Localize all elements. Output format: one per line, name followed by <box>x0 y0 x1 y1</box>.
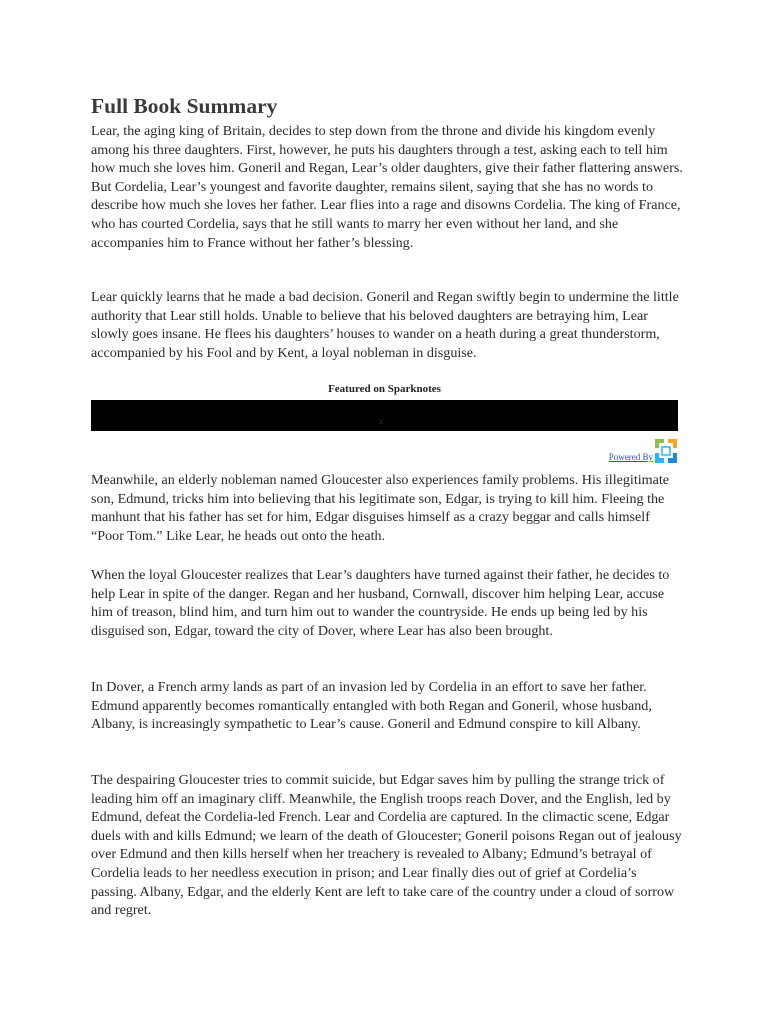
powered-by <box>609 434 678 464</box>
featured-label: Featured on Sparknotes <box>328 383 441 395</box>
summary-paragraph-3: Meanwhile, an elderly nobleman named Gloucester also experiences family problems. His illegitimate son, Edmund, tricks him into believing that his legitimate son, Edgar, is trying to kill him. Fleeing the manhunt that his father has set for him, Edgar disguises himself as a crazy beggar and calls himself “Poor Tom.” Like Lear, he heads out onto the heath. <box>91 472 670 544</box>
summary-paragraph-5: In Dover, a French army lands as part of an invasion led by Cordelia in an effort to save her father. Edmund apparently becomes romantically entangled with both Regan and Goneril, whose husband, Albany, is increasingly sympathetic to Lear’s cause. Goneril and Edmund conspire to kill Albany. <box>91 679 652 733</box>
summary-paragraph-6: The despairing Gloucester tries to commit suicide, but Edgar saves him by pulling the strange trick of leading him off an imaginary cliff. Meanwhile, the English troops reach Dover, and the English, led by Edmund, defeat the Cordelia-led French. Lear and Cordelia are captured. In the climactic scene, Edgar duels with and kills Edmund; we learn of the death of Gloucester; Goneril poisons Regan out of jealousy over Edmund and then kills herself when her treachery is revealed to Albany; Edmund’s betrayal of Cordelia leads to her needless execution in prison; and Lear finally dies out of grief at Cordelia’s passing. Albany, Edgar, and the elderly Kent are left to take care of the country under a cloud of sorrow and regret. <box>91 772 682 919</box>
video-ad-player[interactable] <box>91 400 678 431</box>
powered-by-logo-icon[interactable] <box>654 438 678 464</box>
summary-paragraph-1: Lear, the aging king of Britain, decides to step down from the throne and divide his kingdom evenly among his three daughters. First, however, he puts his daughters through a test, asking each to tell him how much she loves him. Goneril and Regan, Lear’s older daughters, give their father flattering answers. But Cordelia, Lear’s youngest and favorite daughter, remains silent, saying that she has no words to describe how much she loves her father. Lear flies into a rage and disowns Cordelia. The king of France, who has courted Cordelia, says that he still wants to marry her even without her land, and she accompanies him to France without her father’s blessing. <box>91 123 683 251</box>
close-ad-button[interactable]: x <box>379 416 384 426</box>
summary-paragraph-4: When the loyal Gloucester realizes that Lear’s daughters have turned against their father, he decides to help Lear in spite of the danger. Regan and her husband, Cornwall, discover him helping Lear, accuse him of treason, blind him, and turn him out to wander the countryside. He ends up being led by his disguised son, Edgar, toward the city of Dover, where Lear has also been brought. <box>91 567 670 639</box>
summary-paragraph-2: Lear quickly learns that he made a bad decision. Goneril and Regan swiftly begin to undermine the little authority that Lear still holds. Unable to believe that his beloved daughters are betraying him, Lear slowly goes insane. He flees his daughters’ houses to wander on a heath during a great thunderstorm, accompanied by his Fool and by Kent, a loyal nobleman in disguise. <box>91 289 679 361</box>
powered-by-link[interactable]: Powered By <box>608 452 653 462</box>
page-title: Full Book Summary <box>91 94 278 118</box>
